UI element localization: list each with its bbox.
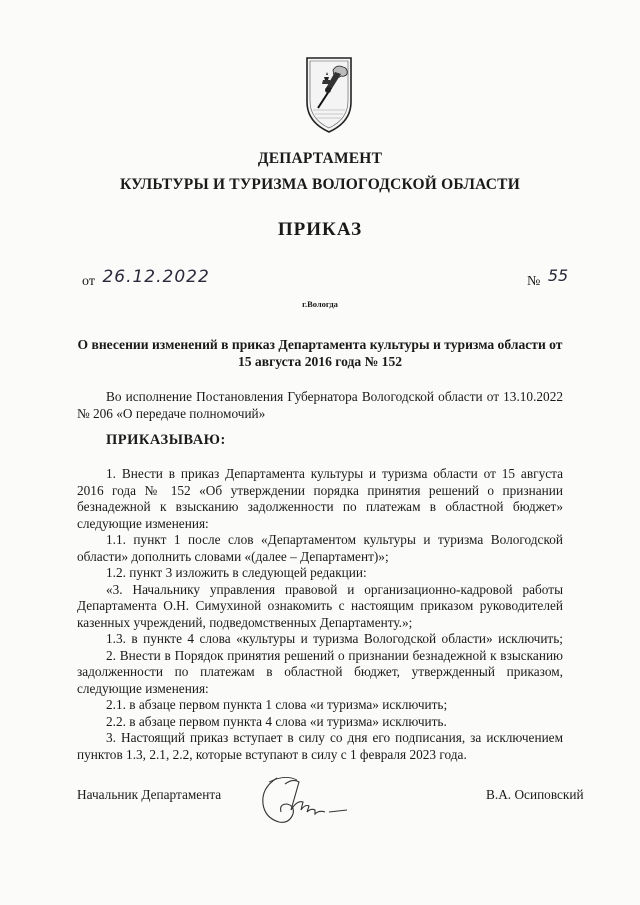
department-line-1: ДЕПАРТАМЕНТ [257, 150, 383, 167]
date-value: 26.12.2022 [102, 267, 210, 287]
body-line: 2016 года № 152 «Об утверждении порядка принятия решений о признании [77, 482, 563, 498]
number-field [527, 266, 569, 290]
handwritten-signature [255, 770, 365, 830]
subject-line-1: О внесении изменений в приказ Департамента культуры и туризма области от [77, 337, 563, 352]
number-prefix: № [527, 274, 541, 289]
body-line: безнадежной к взысканию задолженности по платежам в областной бюджет» [77, 499, 563, 514]
signatory-name: В.А. Осиповский [486, 787, 584, 802]
date-field [82, 267, 210, 290]
body-line: Департамента О.Н. Симухиной ознакомить с настоящим приказом руководителей [77, 598, 563, 613]
body-line: «3. Начальнику управления правовой и организационно-кадровой работы [106, 581, 563, 597]
body-line: следующие изменения: [77, 515, 209, 531]
body-line: 1.2. пункт 3 изложить в следующей редакции: [106, 565, 367, 580]
order-subject [60, 336, 580, 370]
body-line: 1.1. пункт 1 после слов «Департаментом культуры и туризма Вологодской [106, 532, 563, 547]
subject-line-2: 15 августа 2016 года № 152 [237, 354, 403, 369]
body-line: 2.2. в абзаце первом пункта 4 слова «и туризма» исключить. [106, 713, 447, 729]
order-word: ПРИКАЗЫВАЮ: [106, 432, 226, 448]
preamble-line: № 206 «О передаче полномочий» [77, 405, 266, 421]
city-label: г.Вологда [302, 299, 338, 309]
document-type-title: ПРИКАЗ [277, 219, 363, 240]
body-line: 2.1. в абзаце первом пункта 1 слова «и туризма» исключить; [106, 697, 448, 712]
body-line: 2. Внести в Порядок принятия решений о признании безнадежной к взысканию [106, 647, 563, 663]
preamble-line: Во исполнение Постановления Губернатора Вологодской области от 13.10.2022 [106, 389, 563, 404]
body-line: пунктов 1.3, 2.1, 2.2, которые вступают в силу с 1 февраля 2023 года. [77, 746, 467, 762]
body-line: задолженности по платежам в областной бюджет, утвержденный приказом, [77, 664, 563, 679]
body-line: области» дополнить словами «(далее – Департамент)»; [77, 548, 389, 564]
coat-of-arms-icon [301, 50, 357, 138]
body-line: 1.3. в пункте 4 слова «культуры и туризма Вологодской области» исключить; [106, 631, 563, 646]
body-line: следующие изменения: [77, 680, 209, 696]
body-line: 1. Внести в приказ Департамента культуры и туризма области от 15 августа [106, 466, 563, 481]
order-items [77, 466, 563, 763]
preamble-paragraph [77, 389, 563, 422]
number-value: 55 [547, 266, 569, 285]
date-prefix: от [82, 274, 95, 289]
body-line: 3. Настоящий приказ вступает в силу со дня его подписания, за исключением [106, 730, 563, 745]
signatory-position: Начальник Департамента [77, 787, 222, 802]
department-line-2: КУЛЬТУРЫ И ТУРИЗМА ВОЛОГОДСКОЙ ОБЛАСТИ [120, 176, 520, 193]
body-line: казенных учреждений, подведомственных Департаменту.»; [77, 614, 413, 630]
